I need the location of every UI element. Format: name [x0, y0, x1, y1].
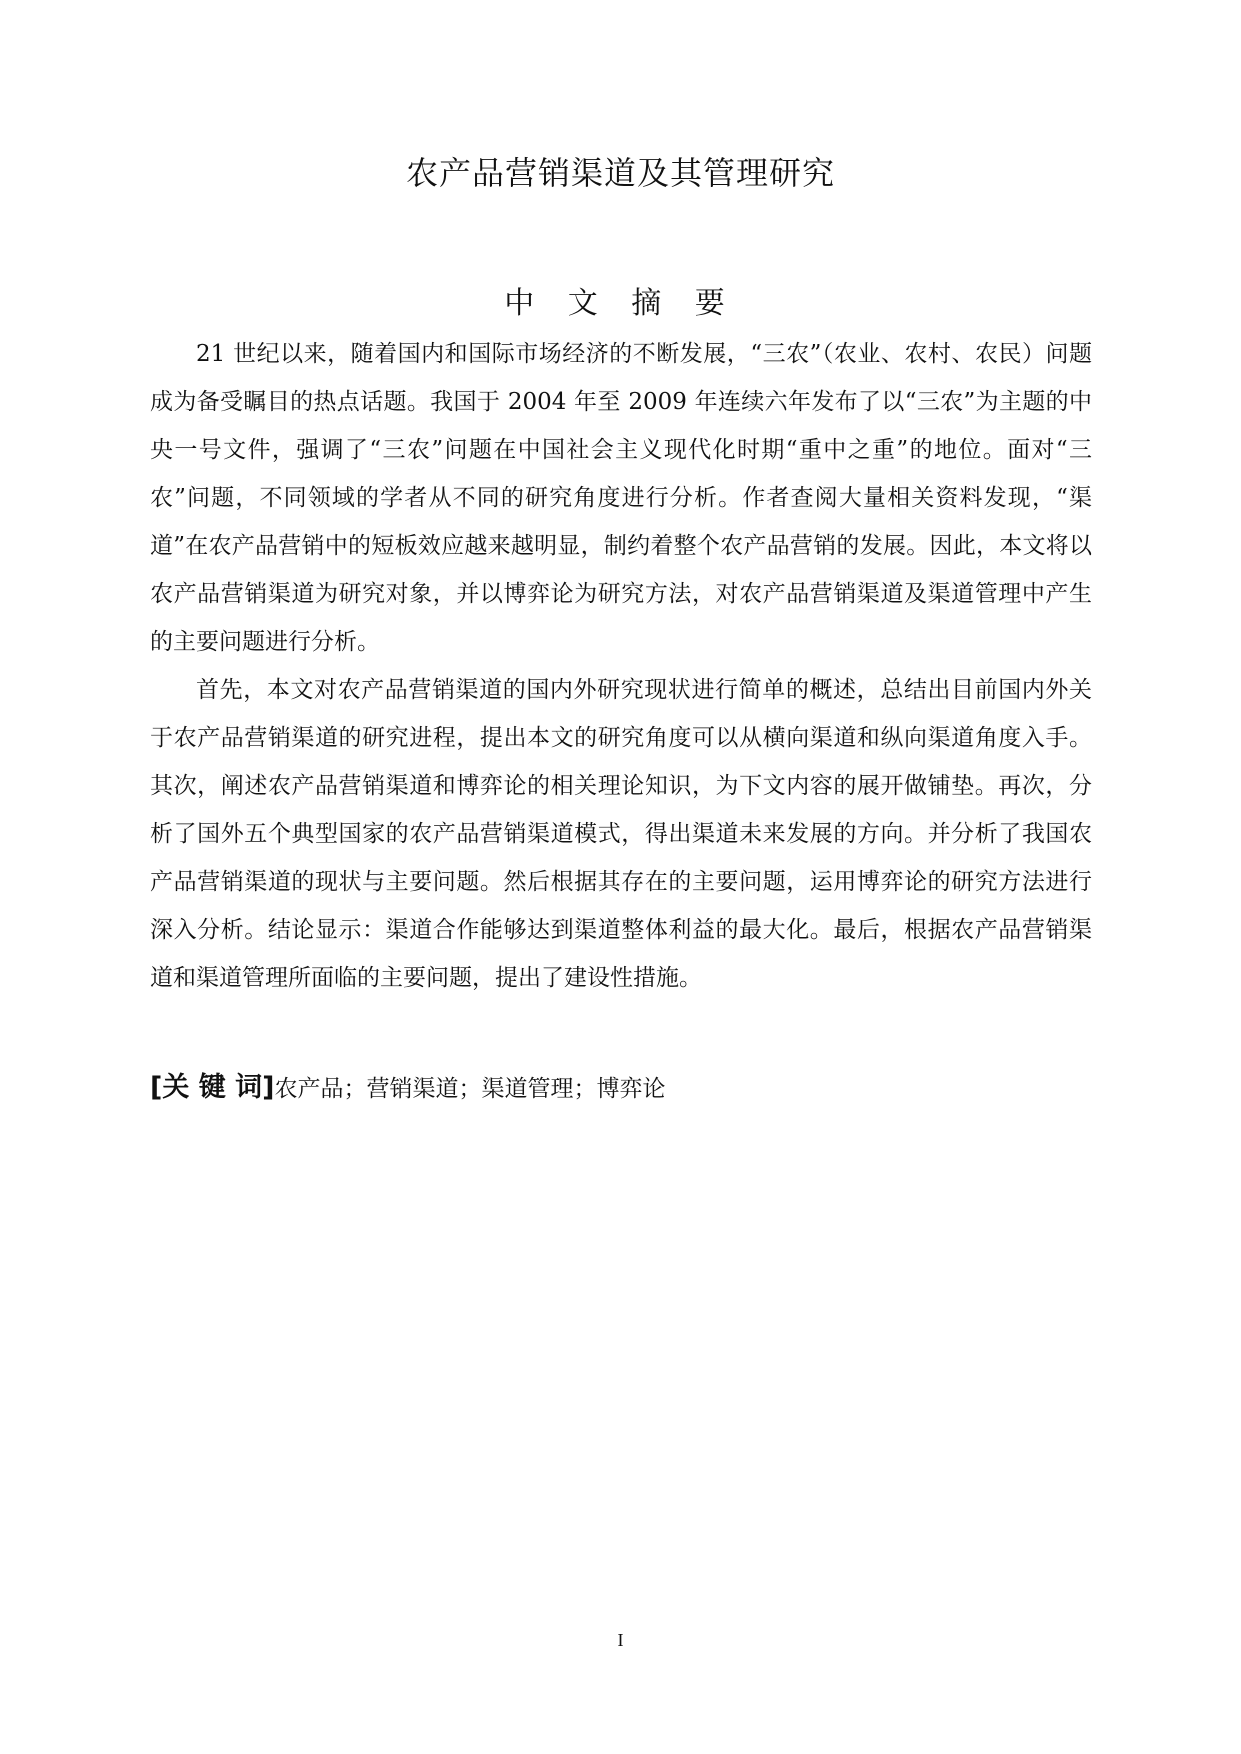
abstract-paragraph-2: 首先，本文对农产品营销渠道的国内外研究现状进行简单的概述，总结出目前国内外关于农产品营销渠道的研究进程，提出本文的研究角度可以从横向渠道和纵向渠道角度入手。其次，阐述农产品营销渠道和博弈论的相关理论知识，为下文内容的展开做铺垫。再次，分析了国外五个典型国家的农产品营销渠道模式，得出渠道未来发展的方向。并分析了我国农产品营销渠道的现状与主要问题。然后根据其存在的主要问题，运用博弈论的研究方法进行深入分析。结论显示：渠道合作能够达到渠道整体利益的最大化。最后，根据农产品营销渠道和渠道管理所面临的主要问题，提出了建设性措施。: [150, 677, 1092, 991]
keywords-label: [关 键 词]: [150, 1072, 275, 1103]
keywords-text: 农产品；营销渠道；渠道管理；博弈论: [274, 1076, 666, 1102]
keywords-line: [150, 1068, 1092, 1109]
abstract-body: [150, 330, 1092, 1002]
abstract-paragraph-1: 21 世纪以来，随着国内和国际市场经济的不断发展，“三农”（农业、农村、农民）问题成为备受瞩目的热点话题。我国于 2004 年至 2009 年连续六年发布了以“三农”为主题的中央一号文件，强调了“三农”问题在中国社会主义现代化时期“重中之重”的地位。面对“三农”问题，不同领域的学者从不同的研究角度进行分析。作者查阅大量相关资料发现，“渠道”在农产品营销中的短板效应越来越明显，制约着整个农产品营销的发展。因此，本文将以农产品营销渠道为研究对象，并以博弈论为研究方法，对农产品营销渠道及渠道管理中产生的主要问题进行分析。: [150, 341, 1092, 655]
abstract-heading: 中 文 摘 要: [504, 286, 737, 321]
page-number: I: [617, 1630, 624, 1650]
thesis-title: 农产品营销渠道及其管理研究: [405, 154, 835, 192]
